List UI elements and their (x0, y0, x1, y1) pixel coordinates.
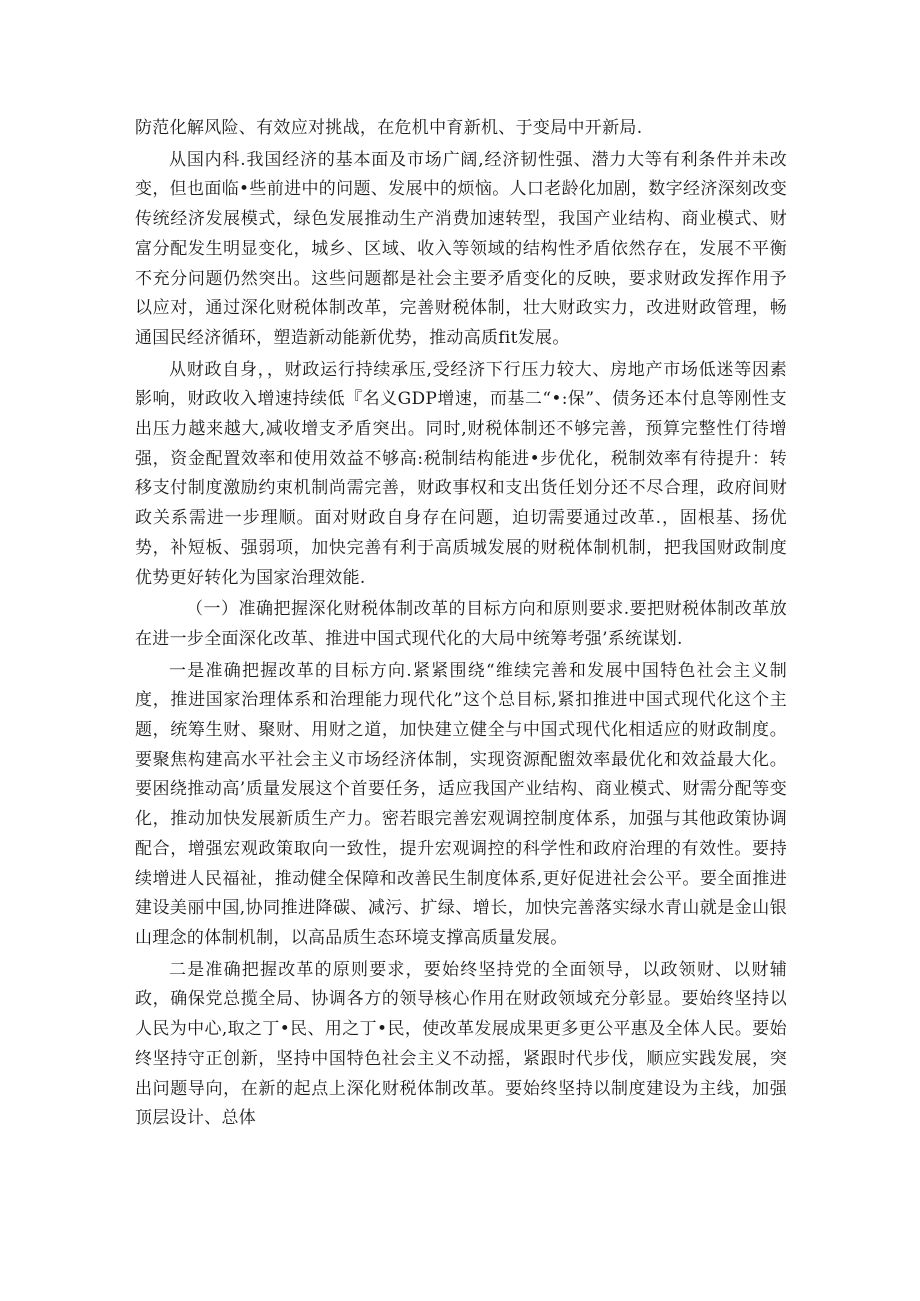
paragraph-fiscal-self: 从财政自身，，财政运行持续承压,受经济下行压力较大、房地产市场低迷等因素影响，财政收入增速持续低『名义GDP增速，而基二“•:保”、债务还本付息等刚性支出压力越来越大,减收增支矛盾突出。同时,财税体制还不够完善，预算完整性仃待增强，资金配置效率和使用效益不够高:税制结构能进•步优化，税制效率有待提升：转移支付制度激励约束机制尚需完善，财政事权和支出货任划分还不尽合理，政府间财政关系需进一步理顺。面对财政自身存在问题，迫切需要通过改革.，固根基、扬优势，补短板、强弱项，加快完善有利于高质城发展的财税体制机制，把我国财政制度优势更好转化为国家治理效能. (135, 359, 787, 588)
paragraph-continuation: 防范化解风险、有效应对挑战，在危机中育新机、于变局中开新局. (135, 118, 643, 138)
paragraph-principles: 二是准确把握改革的原则要求，要始终坚持党的全面领导，以政领财、以财辅政，确保党总揽全局、协调各方的领导核心作用在财政领域充分彰显。要始终坚持以人民为中心,取之丁•民、用之丁•民，使改革发展成果更多更公平惠及全体人民。要始终坚持守正创新，坚持中国特色社会主义不动摇，紧跟时代步伐，顺应实践发展，突出问题导向，在新的起点上深化财税体制改革。要始终坚持以制度建设为主线，加强顶层设计、总体 (135, 959, 787, 1129)
paragraph-goal-direction: 一是准确把握改革的目标方向.紧紧围绕“维续完善和发展中国特色社会主义制度，推进国家治理体系和治理能力现代化”这个总目标,紧扣推进中国式现代化这个主题，统筹生财、聚财、用财之道，加快建立健全与中国式现代化相适应的财政制度。要聚焦构建高水平社会主义市场经济体制，实现资源配盥效率最优化和效益最大化。要困绕推动高’质量发展这个首要任务，适应我国产业结构、商业模式、财需分配等变化，推动加快发展新质生产力。密若眼完善宏观调控制度体系，加强与其他政策协调配合，增强宏观政策取向一致性，提升宏观调控的科学性和政府治理的有效性。要持续增进人民福祉，推动健全保障和改善民生制度体系,更好促进社会公平。要全面推进建设美丽中国,协同推进降碳、减污、扩绿、增长，加快完善落实绿水青山就是金山银山理念的体制机制，以高品质生态环境支撑高质量发展。 (135, 660, 787, 948)
section-heading-one: （一）准确把握深化财税体制改革的目标方向和原则要求.要把财税体制改革放在进一步全面深化改革、推进中国式现代化的大局中统筹考强’系统谋划. (135, 599, 787, 649)
paragraph-domestic: 从国内科.我国经济的基本面及市场广阔,经济韧性强、潜力大等有利条件并未改变，但也面临•些前进中的问题、发展中的烦恼。人口老龄化加剧，数字经济深刻改变传统经济发展模式，绿色发展推动生产消费加速转型，我国产业结构、商业模式、财富分配发生明显变化，城乡、区域、收入等领域的结构性矛盾依然存在，发展不平衡不充分问题仍然突出。这些问题都是社会主要矛盾变化的反映，要求财政发挥作用予以应对，通过深化财税体制改革，完善财税体制，壮大财政实力，改进财政管理，畅通国民经济循环，塑造新动能新优势，推动高质fit发展。 (135, 149, 787, 348)
document-body (135, 114, 787, 1136)
